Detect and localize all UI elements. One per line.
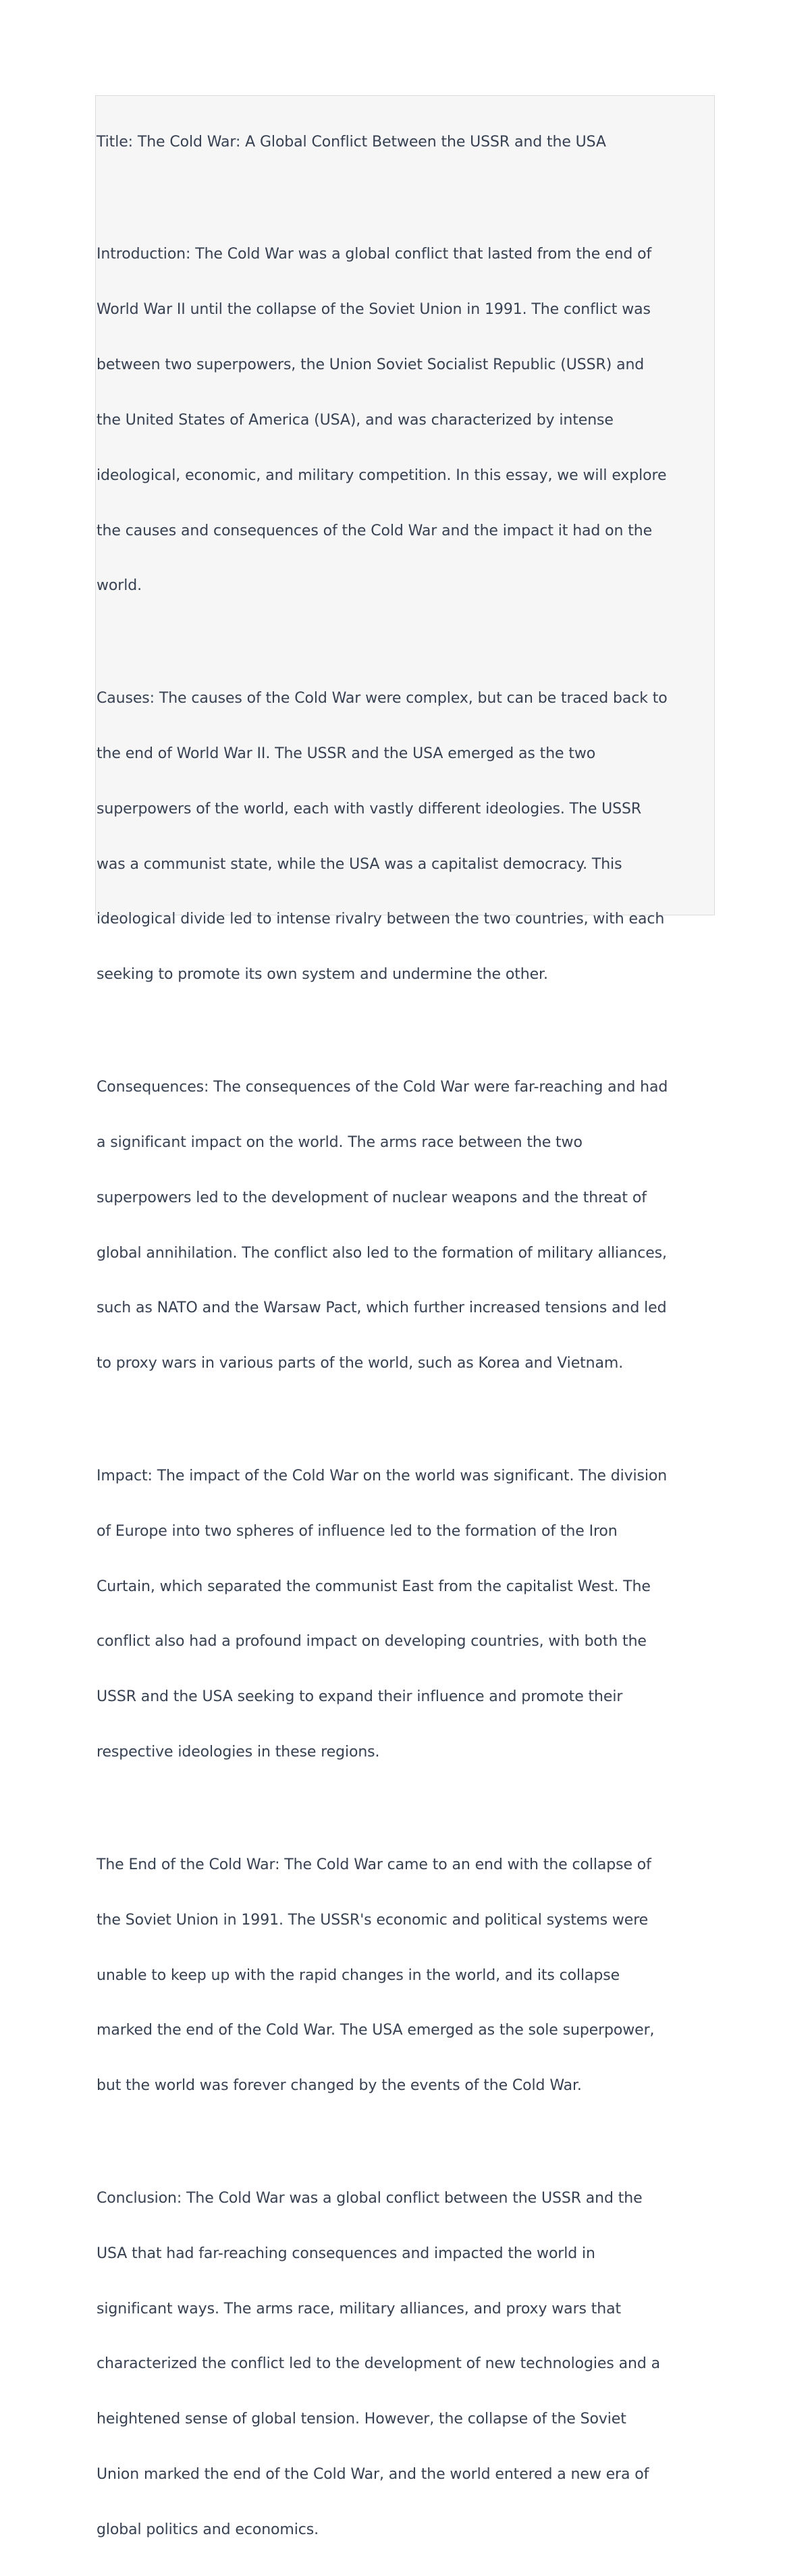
text-line: respective ideologies in these regions. xyxy=(97,1744,380,1761)
text-line: Curtain, which separated the communist East from the capitalist West. The xyxy=(97,1578,651,1595)
text-line: global annihilation. The conflict also led to the formation of military alliances, xyxy=(97,1244,667,1262)
text-line: USSR and the USA seeking to expand their influence and promote their xyxy=(97,1688,623,1706)
text-line: the end of World War II. The USSR and the USA emerged as the two xyxy=(97,745,596,762)
text-line: Causes: The causes of the Cold War were complex, but can be traced back to xyxy=(97,689,668,707)
text-line: unable to keep up with the rapid changes in the world, and its collapse xyxy=(97,1966,620,1984)
text-line: USA that had far-reaching consequences and impacted the world in xyxy=(97,2245,595,2262)
text-line: to proxy wars in various parts of the world, such as Korea and Vietnam. xyxy=(97,1355,624,1372)
text-line: marked the end of the Cold War. The USA emerged as the sole superpower, xyxy=(97,2022,655,2039)
text-line: superpowers of the world, each with vastly different ideologies. The USSR xyxy=(97,800,642,817)
text-line: Conclusion: The Cold War was a global conflict between the USSR and the xyxy=(97,2189,643,2207)
essay-text-box xyxy=(95,95,715,2539)
text-line: conflict also had a profound impact on developing countries, with both the xyxy=(97,1633,647,1651)
text-line: Impact: The impact of the Cold War on the world was significant. The division xyxy=(97,1467,668,1484)
text-line: superpowers led to the development of nuclear weapons and the threat of xyxy=(97,1189,647,1206)
title-paragraph xyxy=(97,96,714,188)
causes-paragraph xyxy=(97,652,714,1021)
text-line: world. xyxy=(97,577,142,595)
text-line: Union marked the end of the Cold War, and the world entered a new era of xyxy=(97,2466,649,2484)
text-line: the causes and consequences of the Cold War and the impact it had on the xyxy=(97,522,653,539)
text-line: ideological, economic, and military competition. In this essay, we will explore xyxy=(97,466,667,484)
end-of-cold-war-paragraph xyxy=(97,1819,714,2132)
text-line: characterized the conflict led to the development of new technologies and a xyxy=(97,2355,660,2373)
text-line: the United States of America (USA), and was characterized by intense xyxy=(97,411,614,429)
text-line: World War II until the collapse of the Soviet Union in 1991. The conflict was xyxy=(97,300,651,318)
text-line: The End of the Cold War: The Cold War came to an end with the collapse of xyxy=(97,1856,651,1873)
text-line: between two superpowers, the Union Soviet Socialist Republic (USSR) and xyxy=(97,356,645,373)
impact-paragraph xyxy=(97,1430,714,1798)
text-line: significant ways. The arms race, military alliances, and proxy wars that xyxy=(97,2300,622,2317)
text-line: Introduction: The Cold War was a global conflict that lasted from the end of xyxy=(97,246,652,263)
text-line: seeking to promote its own system and undermine the other. xyxy=(97,966,548,984)
introduction-paragraph xyxy=(97,208,714,632)
conclusion-paragraph xyxy=(97,2152,714,2576)
text-line: heightened sense of global tension. However, the collapse of the Soviet xyxy=(97,2411,626,2428)
text-line: of Europe into two spheres of influence led to the formation of the Iron xyxy=(97,1522,618,1540)
consequences-paragraph xyxy=(97,1041,714,1410)
text-line: Title: The Cold War: A Global Conflict Between the USSR and the USA xyxy=(97,133,606,151)
text-line: ideological divide led to intense rivalry between the two countries, with each xyxy=(97,911,665,928)
text-line: was a communist state, while the USA was a capitalist democracy. This xyxy=(97,855,622,873)
text-line: a significant impact on the world. The arms race between the two xyxy=(97,1133,583,1151)
text-line: such as NATO and the Warsaw Pact, which further increased tensions and led xyxy=(97,1299,667,1317)
text-line: global politics and economics. xyxy=(97,2521,319,2539)
text-line: but the world was forever changed by the events of the Cold War. xyxy=(97,2077,582,2095)
text-line: Consequences: The consequences of the Cold War were far-reaching and had xyxy=(97,1078,668,1096)
text-line: the Soviet Union in 1991. The USSR's economic and political systems were xyxy=(97,1911,649,1929)
